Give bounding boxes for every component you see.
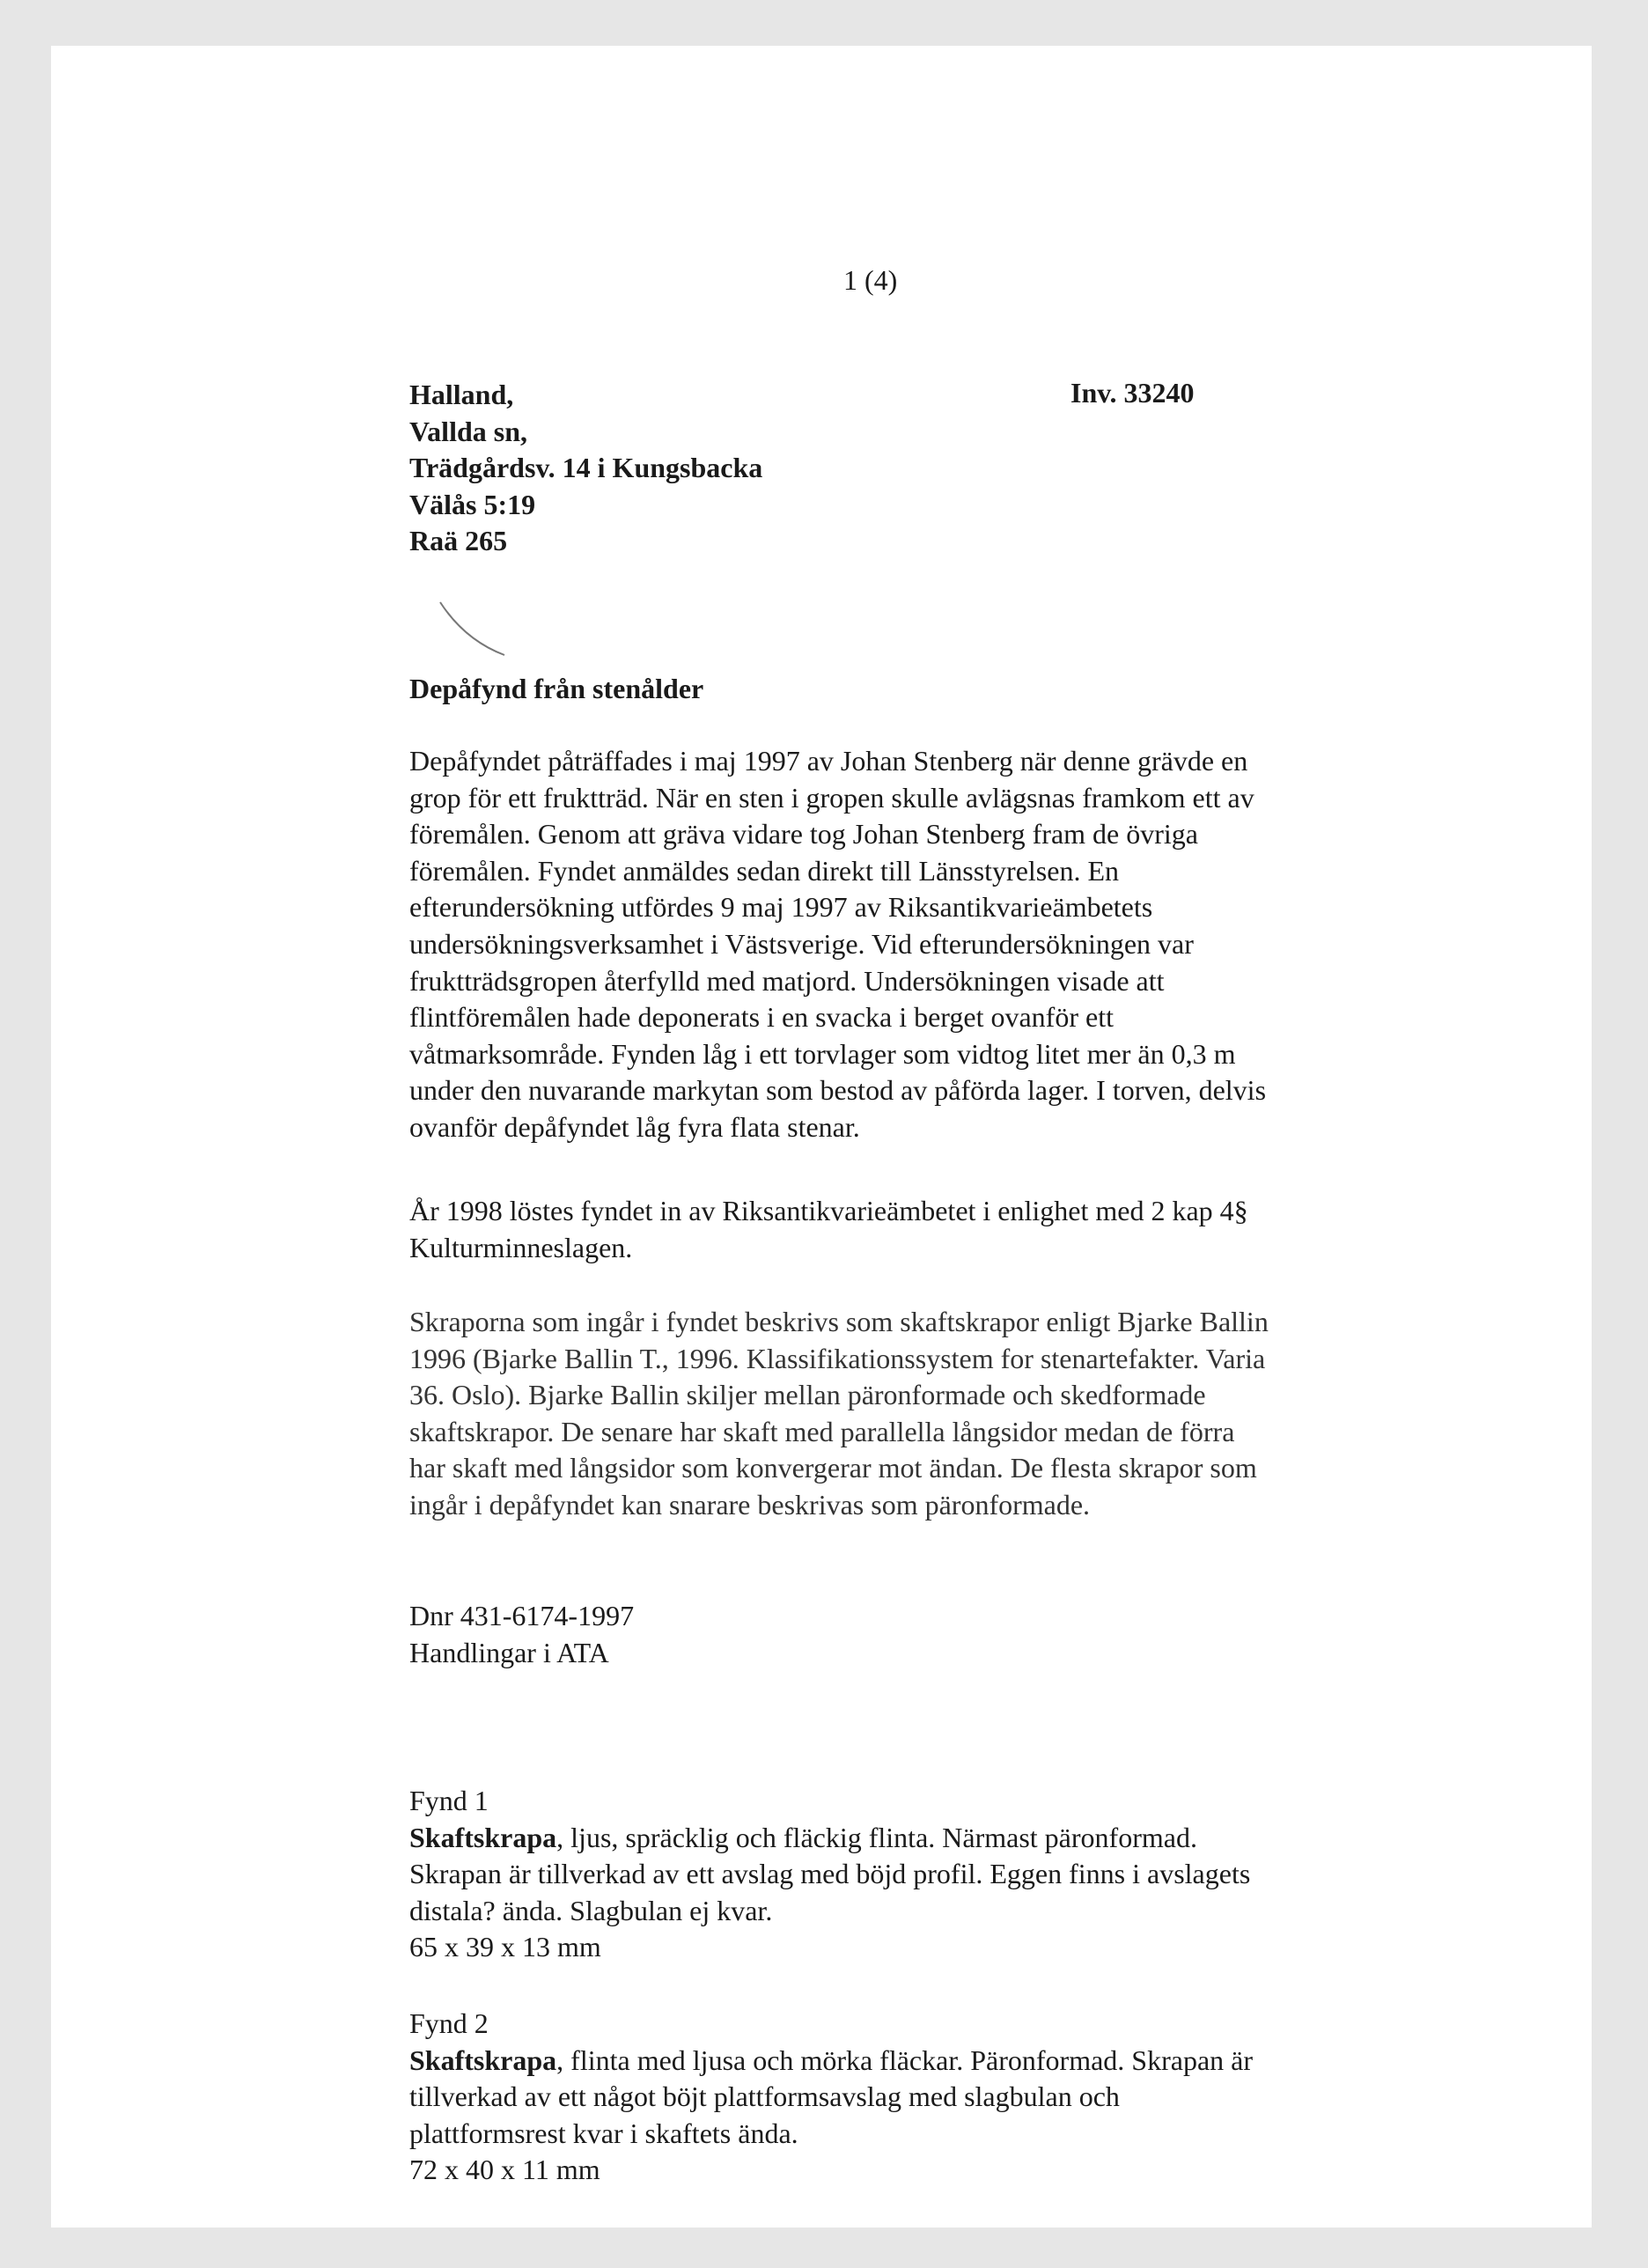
find-description-line: distala? ända. Slagbulan ej kvar.	[409, 1894, 773, 1926]
find-label: Fynd 2	[409, 2007, 489, 2039]
inventory-number: Inv. 33240	[1070, 377, 1195, 409]
text-line: grop för ett fruktträd. När en sten i gropen skulle avlägsnas framkom ett av	[409, 781, 1254, 814]
paragraph-classification	[409, 1304, 1269, 1524]
text-line: Dnr 431-6174-1997	[409, 1600, 635, 1631]
references	[409, 1598, 634, 1671]
find-type: Skaftskrapa	[409, 2043, 557, 2076]
location-line: Vallda sn,	[409, 415, 527, 447]
text-line: våtmarksområde. Fynden låg i ett torvlager som vidtog litet mer än 0,3 m	[409, 1037, 1236, 1070]
location-line: Halland,	[409, 379, 514, 410]
text-line: föremålen. Genom att gräva vidare tog Johan Stenberg fram de övriga	[409, 818, 1198, 850]
text-line: Handlingar i ATA	[409, 1636, 609, 1668]
find-description-line: Skrapan är tillverkad av ett avslag med böjd profil. Eggen finns i avslagets	[409, 1858, 1251, 1890]
text-line: 1996 (Bjarke Ballin T., 1996. Klassifikationssystem for stenartefakter. Varia	[409, 1342, 1266, 1374]
find-2	[409, 2006, 1253, 2189]
location-line: Välås 5:19	[409, 488, 536, 520]
find-description-line: plattformsrest kvar i skaftets ända.	[409, 2117, 798, 2149]
text-line: fruktträdsgropen återfylld med matjord. Undersökningen visade att	[409, 964, 1165, 997]
text-line: under den nuvarande markytan som bestod av påförda lager. I torven, delvis	[409, 1074, 1267, 1107]
paragraph-redemption	[409, 1193, 1248, 1266]
location-line: Raä 265	[409, 525, 508, 557]
location-line: Trädgårdsv. 14 i Kungsbacka	[409, 452, 763, 484]
text-line: undersökningsverksamhet i Västsverige. Vid efterundersökningen var	[409, 927, 1194, 960]
find-description: , flinta med ljusa och mörka fläckar. Päronformad. Skrapan är	[556, 2043, 1253, 2076]
heading: Depåfynd från stenålder	[409, 673, 704, 704]
find-label: Fynd 1	[409, 1785, 489, 1816]
find-description-line	[409, 1820, 1250, 1857]
text-line: föremålen. Fyndet anmäldes sedan direkt till Länsstyrelsen. En	[409, 854, 1119, 887]
text-line: Depåfyndet påträffades i maj 1997 av Johan Stenberg när denne grävde en	[409, 745, 1248, 777]
find-type: Skaftskrapa	[409, 1821, 557, 1853]
text-line: ovanför depåfyndet låg fyra flata stenar.	[409, 1110, 860, 1143]
text-line: efterundersökning utfördes 9 maj 1997 av Riksantikvarieämbetets	[409, 891, 1153, 924]
text-line: Kulturminneslagen.	[409, 1231, 633, 1263]
find-1	[409, 1783, 1250, 1966]
text-line: flintföremålen hade deponerats i en svacka i berget ovanför ett	[409, 1001, 1114, 1034]
text-line: har skaft med långsidor som konvergerar mot ändan. De flesta skrapor som	[409, 1452, 1257, 1484]
find-description-line: 65 x 39 x 13 mm	[409, 1931, 601, 1963]
text-line: År 1998 löstes fyndet in av Riksantikvarieämbetet i enlighet med 2 kap 4§	[409, 1195, 1248, 1226]
find-description-line: tillverkad av ett något böjt plattformsavslag med slagbulan och	[409, 2080, 1120, 2113]
find-description: , ljus, spräcklig och fläckig flinta. Närmast päronformad.	[556, 1821, 1197, 1853]
find-description-line	[409, 2043, 1253, 2080]
page-number: 1 (4)	[843, 264, 898, 296]
location-block	[409, 377, 762, 560]
text-line: ingår i depåfyndet kan snarare beskrivas som päronformade.	[409, 1488, 1091, 1521]
pen-mark	[438, 600, 509, 662]
document-page	[51, 46, 1592, 2228]
text-line: 36. Oslo). Bjarke Ballin skiljer mellan päronformade och skedformade	[409, 1379, 1206, 1411]
text-line: skaftskrapor. De senare har skaft med parallella långsidor medan de förra	[409, 1415, 1235, 1447]
paragraph-discovery	[409, 743, 1266, 1146]
text-line: Skraporna som ingår i fyndet beskrivs som skaftskrapor enligt Bjarke Ballin	[409, 1306, 1269, 1337]
find-description-line: 72 x 40 x 11 mm	[409, 2154, 600, 2186]
